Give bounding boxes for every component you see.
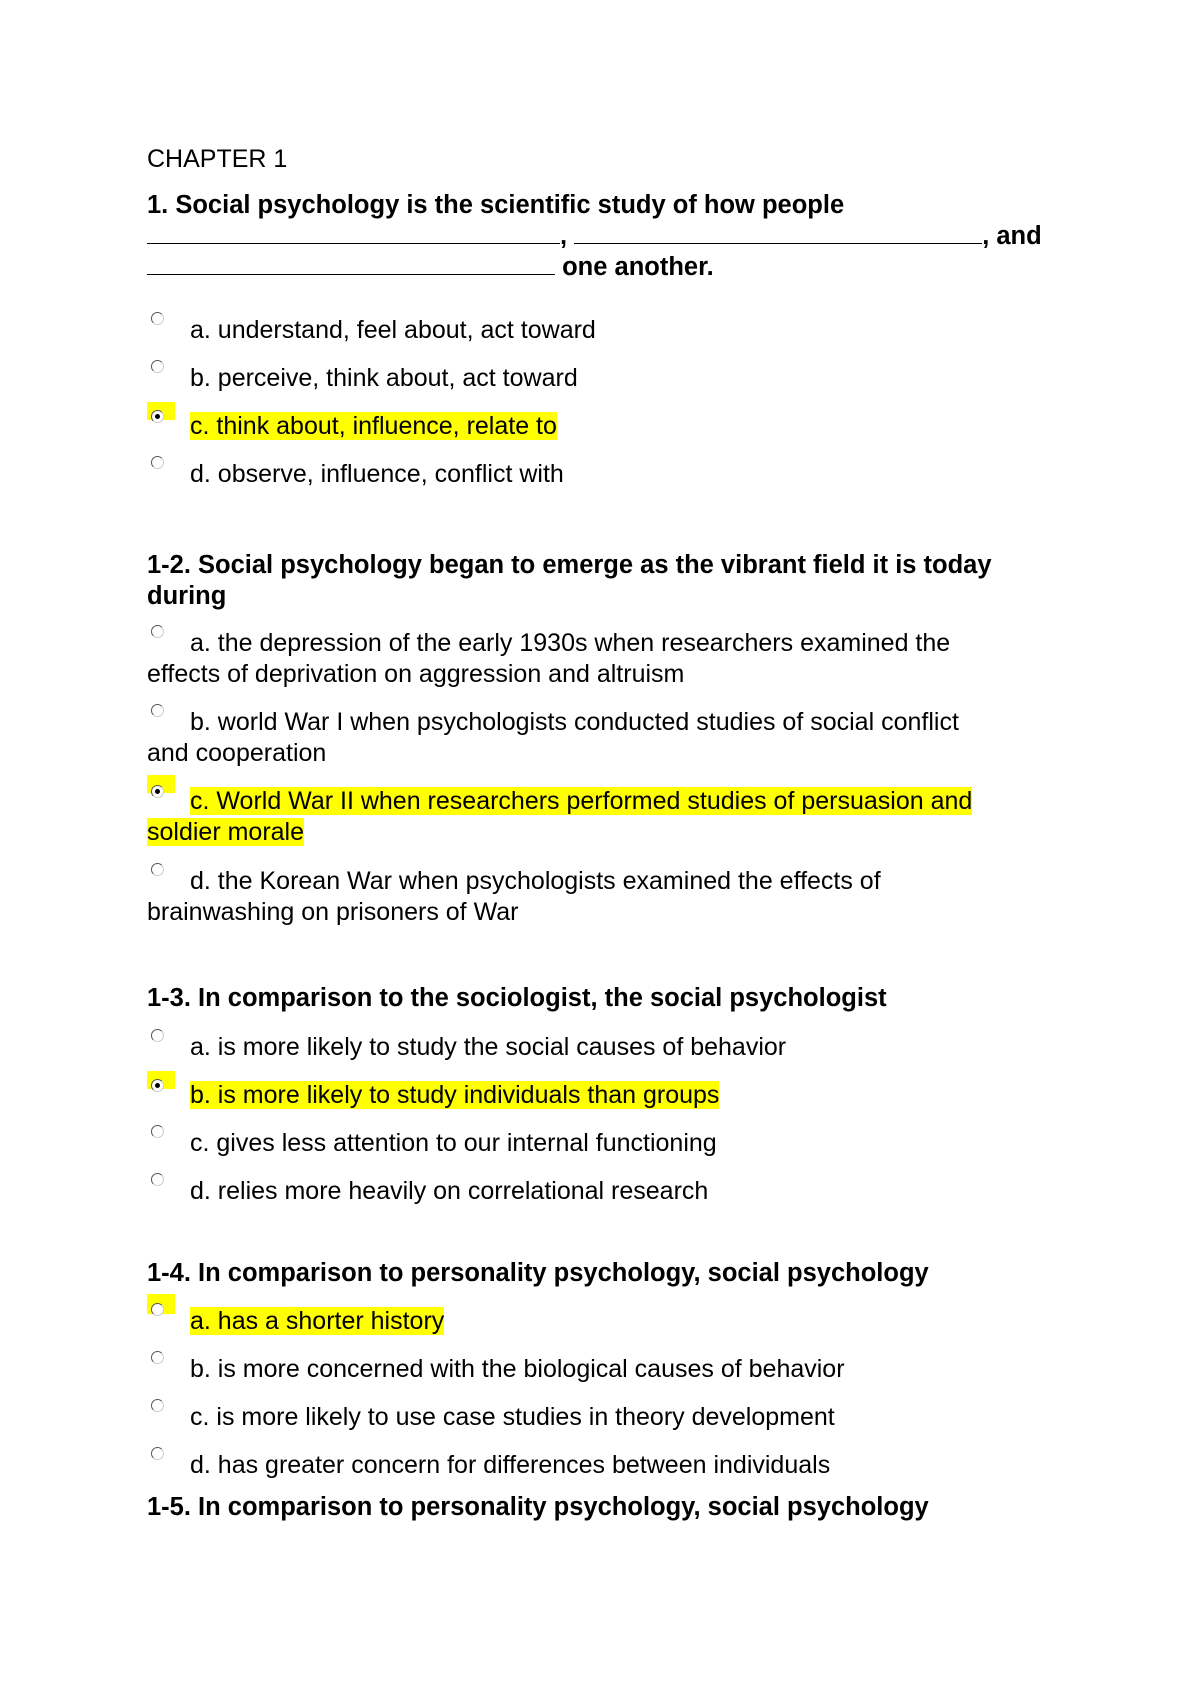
radio-icon[interactable] [151,625,164,638]
q3-option-a[interactable]: a. is more likely to study the social causes of behavior [147,1032,1067,1063]
q1-option-c[interactable]: c. think about, influence, relate to [147,411,1067,442]
blank-1 [147,221,560,244]
radio-checked-icon[interactable] [151,785,164,798]
radio-checked-icon[interactable] [151,1079,164,1092]
blank-2 [574,221,982,244]
q3-option-c[interactable]: c. gives less attention to our internal functioning [147,1128,1067,1159]
radio-icon[interactable] [151,863,164,876]
radio-icon[interactable] [151,1173,164,1186]
q3-option-b[interactable]: b. is more likely to study individuals than groups [147,1080,1067,1111]
radio-icon[interactable] [151,1351,164,1364]
radio-icon[interactable] [151,704,164,717]
radio-icon[interactable] [151,1303,164,1316]
question-3-prompt: 1-3. In comparison to the sociologist, the social psychologist [147,984,887,1012]
radio-icon[interactable] [151,1399,164,1412]
q3-option-d[interactable]: d. relies more heavily on correlational research [147,1176,1067,1207]
question-1-prompt: 1. Social psychology is the scientific study of how people , , and one another. [147,191,1042,281]
q4-option-c[interactable]: c. is more likely to use case studies in theory development [147,1402,1067,1433]
q4-option-d[interactable]: d. has greater concern for differences between individuals [147,1450,1067,1481]
q2-option-d[interactable]: d. the Korean War when psychologists examined the effects of brainwashing on prisoners of War [147,866,1067,928]
radio-checked-icon[interactable] [151,410,164,423]
radio-icon[interactable] [151,1447,164,1460]
q1-option-b[interactable]: b. perceive, think about, act toward [147,363,1067,394]
radio-icon[interactable] [151,1125,164,1138]
q4-option-b[interactable]: b. is more concerned with the biological causes of behavior [147,1354,1067,1385]
question-2-prompt: 1-2. Social psychology began to emerge as the vibrant field it is today during [147,551,992,610]
radio-icon[interactable] [151,456,164,469]
radio-icon[interactable] [151,360,164,373]
q1-option-d[interactable]: d. observe, influence, conflict with [147,459,1067,490]
q2-option-b[interactable]: b. world War I when psychologists conducted studies of social conflict and cooperation [147,707,1067,769]
question-4-prompt: 1-4. In comparison to personality psychology, social psychology [147,1259,929,1287]
radio-icon[interactable] [151,1029,164,1042]
chapter-heading: CHAPTER 1 [147,145,288,173]
q1-option-a[interactable]: a. understand, feel about, act toward [147,315,1067,346]
q2-option-a[interactable]: a. the depression of the early 1930s when researchers examined the effects of deprivation on aggression and altruism [147,628,1067,690]
radio-icon[interactable] [151,312,164,325]
blank-3 [147,252,555,275]
q4-option-a[interactable]: a. has a shorter history [147,1306,1067,1337]
question-5-prompt: 1-5. In comparison to personality psychology, social psychology [147,1493,929,1521]
q2-option-c[interactable]: c. World War II when researchers performed studies of persuasion and soldier morale [147,787,973,846]
